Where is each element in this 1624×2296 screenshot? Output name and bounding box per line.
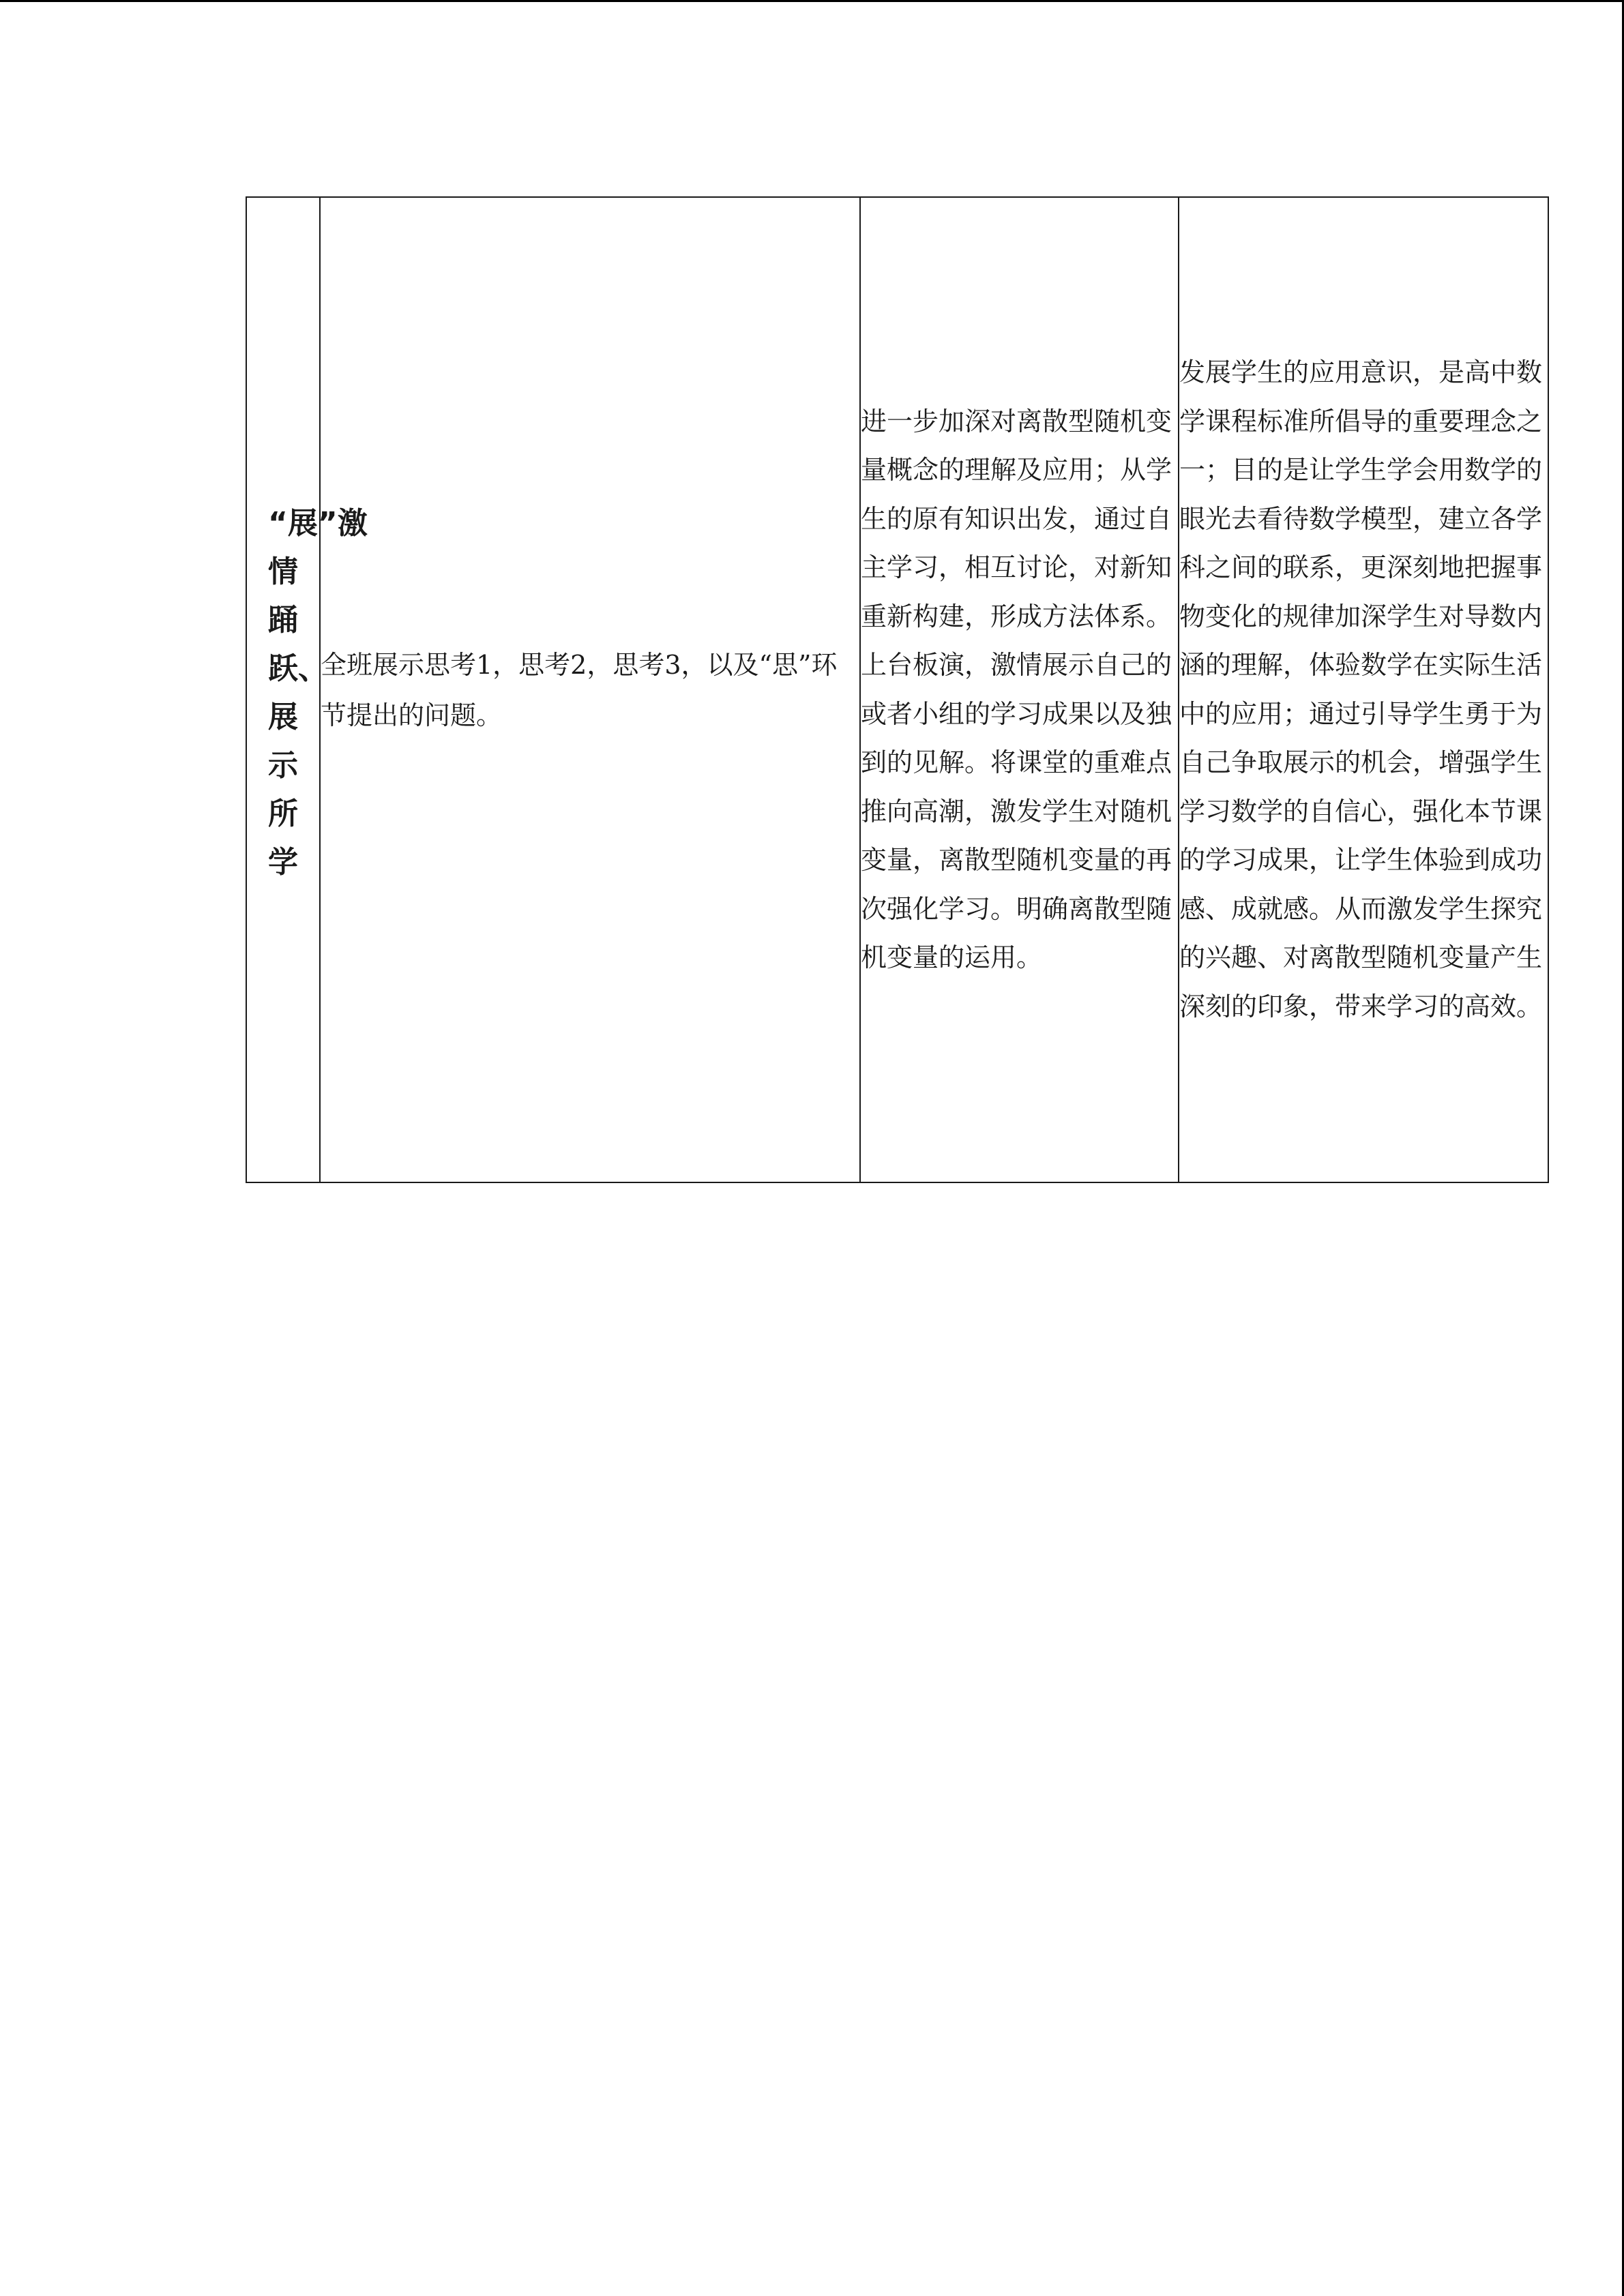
design-purpose-cell [860, 197, 1179, 1182]
stage-cell [246, 197, 368, 1182]
design-purpose-text: 进一步加深对离散型随机变量概念的理解及应用；从学生的原有知识出发，通过自主学习，相互讨论，对新知重新构建，形成方法体系。上台板演，激情展示自己的或者小组的学习成果以及独到的见解。将课堂的重难点推向高潮，激发学生对随机变量，离散型随机变量的再次强化学习。明确离散型随机变量的运用。 [861, 406, 1172, 972]
table-row [246, 197, 1548, 1182]
design-intent-text: 发展学生的应用意识，是高中数学课程标准所倡导的重要理念之一；目的是让学生学会用数学的眼光去看待数学模型，建立各学科之间的联系，更深刻地把握事物变化的规律加深学生对导数内涵的理解，体验数学在实际生活中的应用；通过引导学生勇于为自己争取展示的机会，增强学生学习数学的自信心，强化本节课的学习成果，让学生体验到成功感、成就感。从而激发学生探究的兴趣、对离散型随机变量产生深刻的印象，带来学习的高效。 [1179, 357, 1543, 1022]
lesson-plan-table [246, 196, 1549, 1183]
page-border-top [0, 0, 1624, 2]
design-intent-cell [1179, 197, 1548, 1182]
activity-cell [320, 197, 860, 1182]
activity-text: 全班展示思考1，思考2，思考3，以及“思”环节提出的问题。 [321, 649, 838, 730]
stage-title: “展”激情踊跃、展示所学 [268, 505, 368, 880]
